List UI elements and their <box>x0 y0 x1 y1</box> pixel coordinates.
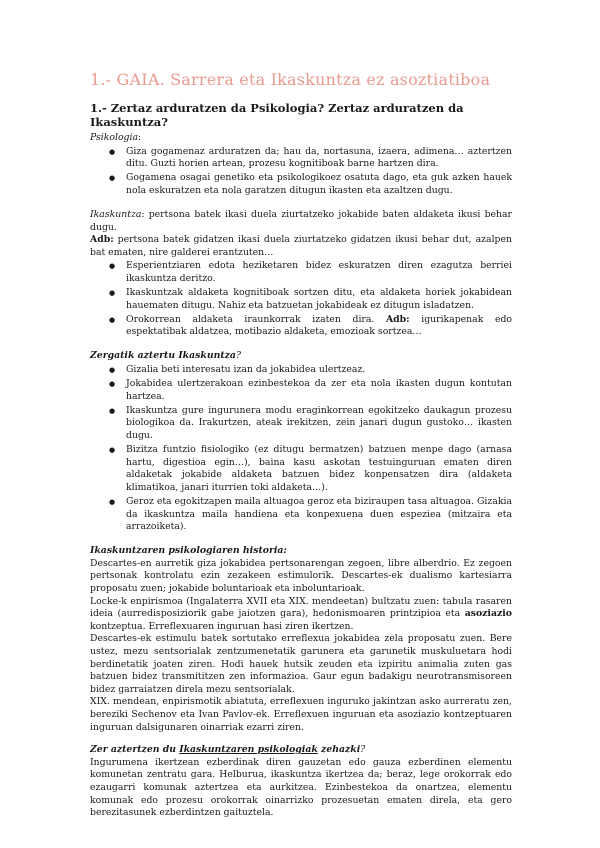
list-item: ● Ikaskuntzak aldaketa kognitiboak sortzen ditu, eta aldaketa horiek jokabidean hauematen ditugu. Nahiz eta batzuetan jokabideak ez ditugun isladatzen. <box>126 287 512 312</box>
psikologia-label: Psikologia <box>90 132 139 143</box>
psikologia-label-line <box>90 132 512 145</box>
list-item: ● Gizalia beti interesatu izan da jokabidea ulertzeaz. <box>126 364 512 377</box>
zer-heading-q: ? <box>360 744 366 756</box>
last-bullet-text: Orokorrean aldaketa iraunkorrak izaten dira. <box>126 313 386 325</box>
list-item: ● Bizitza funtzio fisiologiko (ez ditugu bermatzen) batzuen menpe dago (arnasa hartu, digestioa egin…), baina kasu askotan testuinguruan ematen diren aldaketak jokabide aldaketa batzuen bidez konpensatzen dira (aldaketa klimatikoa, janari iturrien toki aldaketa…). <box>126 444 512 494</box>
list-item: ● Gogamena osagai genetiko eta psikologikoez osatuta dago, eta guk azken hauek nola eskuratzen eta nola garatzen ditugun ikasten eta azaltzen dugu. <box>126 172 512 197</box>
historia-p2-c: kontzeptua. Erreflexuaren inguruan hasi ziren ikertzen. <box>90 620 354 632</box>
zergatik-heading <box>90 350 512 363</box>
zer-aztertzen-heading <box>90 744 512 757</box>
ikaskuntza-definition <box>90 209 512 259</box>
zergatik-heading-text: Zergatik aztertu Ikaskuntza <box>90 350 236 362</box>
historia-p2-a: Locke-k enpirismoa (Ingalaterra XVII eta XIX. mendeetan) bultzatu zuen: tabula rasaren ideia (aurredisposiziorik gabe jaiotzen gara), hedonismoaren printzipioa eta <box>90 595 512 620</box>
psikologia-colon: : <box>138 132 142 143</box>
zer-aztertzen-paragraph: Ingurumena ikertzean ezberdinak diren gauzetan edo gauza ezberdinen elementu komunetan zentratu gara. Helburua, ikaskuntza ikertzea da; beraz, lege orokorrak edo ezaugarri komunak aztertzea eta aurkitzea. Ezinbestekoa da onartzea, elementu komunak edo prozesu orokorrak oinarrizko prozesuetan ematen direla, eta gero berezitasunek ezberdintzen gaituztela. <box>90 756 512 819</box>
list-item <box>126 314 512 339</box>
list-item: ● Jokabidea ulertzerakoan ezinbestekoa da zer eta nola ikasten dugun kontutan hartzea. <box>126 378 512 403</box>
zer-heading-underlined: Ikaskuntzaren psikologiak <box>179 744 318 756</box>
list-item: ● Esperientziaren edota heziketaren bidez eskuratzen diren ezagutza berriei ikaskuntza deritzo. <box>126 260 512 285</box>
zergatik-bullet-list <box>90 364 512 534</box>
ikaskuntza-bullet-list <box>90 260 512 339</box>
ikaskuntza-label: Ikaskuntza <box>90 208 142 220</box>
document-title: 1.- GAIA. Sarrera eta Ikaskuntza ez asoztiatiboa <box>90 70 491 89</box>
historia-p2-bold: asoziazio <box>464 608 512 620</box>
ikaskuntza-text: : pertsona batek ikasi duela ziurtatzeko jokabide baten aldaketa ikusi behar dugu. <box>90 208 512 233</box>
historia-heading <box>90 545 512 558</box>
section-heading-psikologia-ikaskuntza: 1.- Zertaz arduratzen da Psikologia? Zertaz arduratzen da Ikaskuntza? <box>90 101 464 129</box>
adb-label: Adb: <box>90 234 114 246</box>
historia-paragraph-4: XIX. mendean, enpirismotik abiatuta, erreflexuen inguruko jakintzan asko aurreratu zen, bereziki Sechenov eta Ivan Pavlov-ek. Erreflexuen inguruan eta asoziazio kontzeptuaren inguruan dalsigunaren oinarriak ezarri ziren. <box>90 696 512 733</box>
historia-paragraph-3: Descartes-ek estimulu batek sortutako erreflexua jokabidea zela proposatu zuen. Bere ustez, mezu sentsorialak zentzumenetatik garunera eta garunetik muskuluetara hodi berdinetatik joaten ziren. Hodi hauek hutsik zeuden eta izpiritu animalia zuten gas batzuen bidez transmititzen zen informazioa. Gaur egun badakigu neurotransmisoreen bidez garraiatzen direla mezu sentsorialak. <box>90 633 512 695</box>
historia-heading-text: Ikaskuntzaren psikologiaren historia <box>90 545 284 557</box>
list-item: ● Ikaskuntza gure ingurunera modu eraginkorrean egokitzeko daukagun prozesu biologikoa da. Irakurtzen, ateak irekitzen, zein janari dugun gustoko… ikasten dugu. <box>126 405 512 443</box>
historia-paragraph-1: Descartes-en aurretik giza jokabidea pertsonarengan zegoen, libre alberdrio. Ez zegoen pertsonak kontrolatu ezin zezakeen estimulorik. Descartes-ek dualismo kartesiarra proposatu zuen; jokabide boluntarioak eta inboluntarioak. <box>90 557 512 594</box>
zer-heading-pre: Zer aztertzen du <box>90 744 180 756</box>
historia-paragraph-2 <box>90 596 512 634</box>
last-bullet-adb: Adb: <box>385 313 410 325</box>
psikologia-bullet-list <box>90 146 512 198</box>
historia-heading-colon: : <box>283 545 287 557</box>
last-bullet-rest: igurikapenak edo espektatibak aldatzea, motibazio aldaketa, emozioak sortzea… <box>126 313 512 338</box>
list-item: ● Giza gogamenaz arduratzen da; hau da, nortasuna, izaera, adimena… aztertzen ditu. Guzti horien artean, prozesu kognitiboak barne hartzen dira. <box>126 146 512 171</box>
zer-heading-post: zehazki <box>317 744 361 756</box>
adb-text: pertsona batek gidatzen ikasi duela ziurtatzeko gidatzen ikusi behar dut, azalpen bat ematen, nire galderei erantzuten… <box>90 234 512 258</box>
zergatik-heading-q: ? <box>235 350 241 362</box>
list-item: ● Geroz eta egokitzapen maila altuagoa geroz eta biziraupen tasa altuagoa. Gizakia da ikaskuntza maila handiena eta konpexuena duen espeziea (mitzaira eta arrazoiketa). <box>126 496 512 534</box>
